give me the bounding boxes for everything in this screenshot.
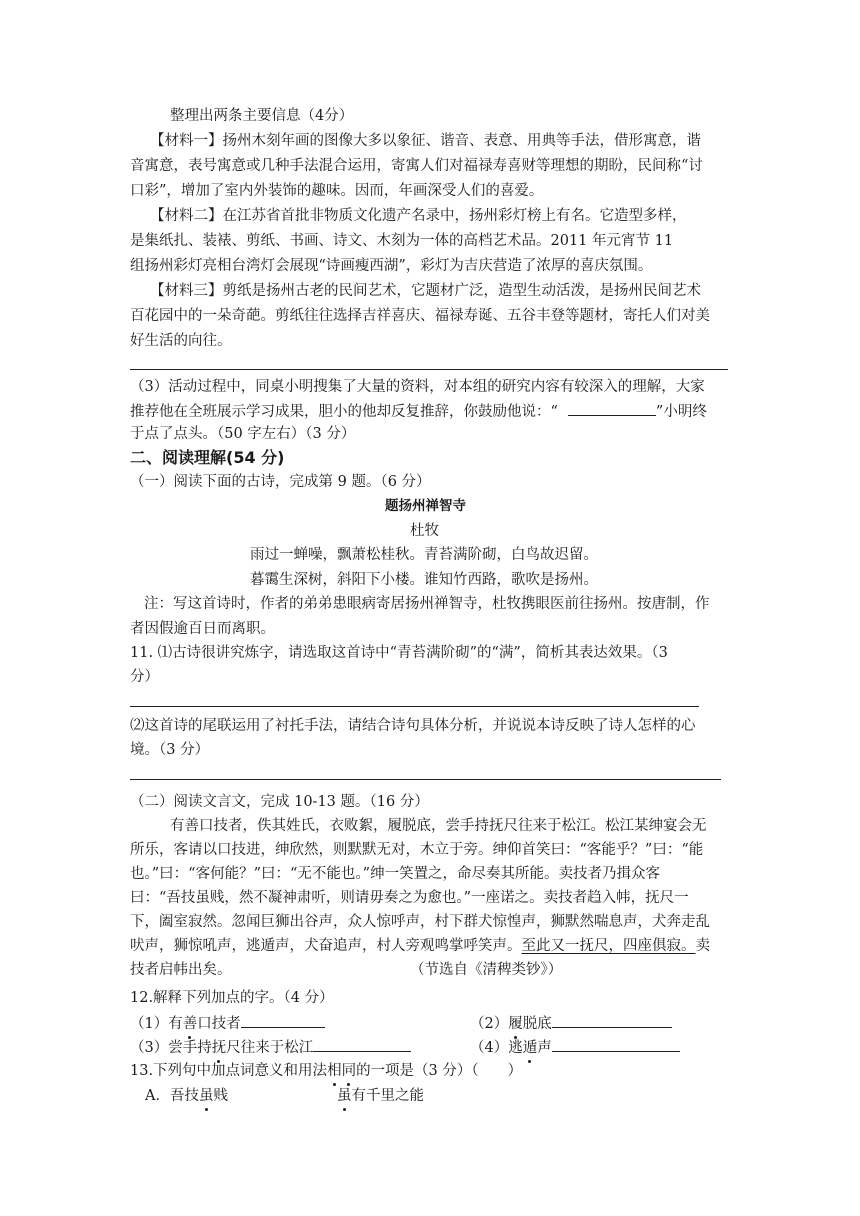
q12-item-2-blank[interactable]	[552, 1013, 672, 1028]
part-2-instruction: （二）阅读文言文，完成 10-13 题。（16 分）	[130, 794, 429, 810]
q12-item-4	[470, 1037, 680, 1058]
q12-item-1-prefix: （1）有	[130, 1016, 183, 1032]
q12-item-3-blank[interactable]	[313, 1037, 411, 1052]
answer-line-materials[interactable]	[130, 369, 728, 370]
poem-title: 题扬州禅智寺	[385, 498, 466, 514]
q11-part1-answer-line[interactable]	[130, 706, 699, 707]
q12-item-3	[130, 1037, 411, 1058]
passage-line-7: 技者启帏出矣。	[130, 962, 232, 978]
q13-stem-end: 的一项是（3 分）（ ）	[356, 1063, 523, 1079]
q3-line-3: 于点了点头。（50 字左右）（3 分）	[130, 426, 356, 442]
q12-item-1	[130, 1013, 325, 1034]
q13-option-a-pair	[337, 1086, 424, 1106]
q3-line-2	[130, 401, 707, 422]
q11-part1-line-2: 分）	[130, 669, 159, 685]
poem-note-line-2: 者因假逾百日而离职。	[130, 621, 275, 637]
q12-item-3-suffix: 尺往来于松江	[226, 1040, 314, 1056]
q12-item-1-blank[interactable]	[241, 1013, 325, 1028]
q12-item-4-suffix: 声	[537, 1040, 552, 1056]
passage-line-2: 所乐，客请以口技进，绅欣然，则默默无对，木立于旁。绅仰首笑曰：“客能乎？”曰：“能	[130, 842, 704, 858]
part-1-instruction: （一）阅读下面的古诗，完成第 9 题。（6 分）	[130, 474, 431, 490]
passage-line-1: 有善口技者，佚其姓氏，衣败絮，履脱底，尝手持抚尺往来于松江。松江某绅宴会无	[170, 818, 707, 834]
q12-item-2	[470, 1013, 672, 1034]
q3-line-1: （3）活动过程中，同桌小明搜集了大量的资料，对本组的研究内容有较深入的理解，大家	[130, 379, 705, 395]
q12-item-1-dotted-char: 善	[182, 1016, 198, 1032]
q3-line-2-text: 推荐他在全班展示学习成果，胆小的他却反复推辞，你鼓励他说：“	[130, 404, 558, 420]
poem-line-2: 暮霭生深树，斜阳下小楼。谁知竹西路，歌吹是扬州。	[250, 572, 598, 588]
passage-line-4: 曰：“吾技虽贱，然不凝神肃听，则请毋奏之为愈也。”一座诺之。卖技者趋入帏，抚尺一	[130, 890, 689, 906]
q3-line-2-end: ”小明终	[655, 404, 707, 420]
q13-option-a-label: A．吾技	[145, 1088, 199, 1104]
material-2-line-3: 组扬州彩灯亮相台湾灯会展现“诗画瘦西湖”，彩灯为吉庆营造了浓厚的喜庆氛围。	[130, 258, 653, 274]
q11-part1-line-1: 11. ⑴古诗很讲究炼字，请选取这首诗中“青苔满阶砌”的“满”，简析其表达效果。（3	[130, 645, 668, 661]
poem-note-line-1: 注：写这首诗时，作者的弟弟患眼病寄居扬州禅智寺，杜牧携眼医前往扬州。按唐制，作	[144, 596, 710, 612]
material-1-line-3: 口彩”，增加了室内外装饰的趣味。因而，年画深受人们的喜爱。	[130, 183, 544, 199]
q12-item-3-prefix: （3）尝手持	[130, 1040, 212, 1056]
passage-line-3: 也。”曰：“客何能？”曰：“无不能也。”绅一笑置之，命尽奏其所能。卖技者乃揖众客	[130, 866, 661, 882]
q11-part2-line-1: ⑵这首诗的尾联运用了衬托手法，请结合诗句具体分析，并说说本诗反映了诗人怎样的心	[130, 718, 696, 734]
q12-item-1-suffix: 口技者	[197, 1016, 241, 1032]
material-2-line-1: 【材料二】在江苏省首批非物质文化遗产名录中，扬州彩灯榜上有名。它造型多样，	[150, 208, 687, 224]
material-1-line-2: 音寓意，表号寓意或几种手法混合运用，寄寓人们对福禄寿喜财等理想的期盼，民间称“讨	[130, 158, 703, 174]
material-1-line-1: 【材料一】扬州木刻年画的图像大多以象征、谐音、表意、用典等手法，借形寓意，谐	[150, 133, 701, 149]
poem-author: 杜牧	[410, 523, 439, 539]
poem-line-1: 雨过一蝉噪，飘萧松桂秋。青苔满阶砌，白鸟故迟留。	[250, 547, 598, 563]
q13-option-a-suffix: 贱	[213, 1088, 228, 1104]
passage-underlined-sentence: 至此又一抚尺，四座俱寂。	[521, 938, 696, 954]
q11-part2-answer-line[interactable]	[130, 779, 721, 780]
passage-line-6-text: 吠声，狮惊吼声，逃遁声，犬奋追声，村人旁观鸣掌呼笑声。	[130, 938, 522, 954]
section-2-heading: 二、阅读理解(54 分)	[130, 448, 285, 467]
material-3-line-2: 百花园中的一朵奇葩。剪纸往往选择吉祥喜庆、福禄寿诞、五谷丰登等题材，寄托人们对美	[130, 308, 710, 324]
q13-stem-dotted-2: 同	[341, 1063, 357, 1079]
q12-item-2-suffix: 脱底	[522, 1016, 552, 1032]
q13-option-a	[145, 1086, 228, 1106]
q12-item-4-dotted-char: 遁	[522, 1040, 538, 1056]
passage-line-6	[130, 936, 710, 956]
q13-option-a-pair-text: 有千里之能	[351, 1088, 424, 1104]
intro-instruction: 整理出两条主要信息（4分）	[170, 108, 354, 124]
q12-item-3-dotted-char: 抚	[211, 1040, 227, 1056]
q13-option-a-dotted-char: 虽	[198, 1088, 214, 1104]
q12-item-2-dotted-char: 履	[508, 1016, 523, 1032]
q13-stem-dotted-1: 相	[327, 1063, 342, 1079]
q13-stem-text: 13.下列句中加点词意义和用法	[130, 1063, 328, 1079]
q13-stem	[130, 1061, 522, 1081]
material-2-line-2: 是集纸扎、装裱、剪纸、书画、诗文、木刻为一体的高档艺术品。2011 年元宵节 11	[130, 233, 674, 249]
passage-line-6-end: 卖	[695, 938, 710, 954]
q12-item-4-blank[interactable]	[552, 1037, 680, 1052]
q12-stem: 12.解释下列加点的字。（4 分）	[130, 990, 334, 1006]
q12-item-2-prefix: （2）	[470, 1016, 509, 1032]
q3-answer-blank[interactable]	[568, 401, 656, 416]
passage-source: （节选自《清稗类钞》）	[410, 962, 563, 978]
q12-item-4-prefix: （4）逃	[470, 1040, 523, 1056]
q13-option-a-pair-dotted-char: 虽	[337, 1088, 352, 1104]
passage-line-5: 下，阖室寂然。忽闻巨狮出谷声，众人惊呼声，村下群犬惊惶声，狮默然喘息声，犬奔走乱	[130, 914, 710, 930]
material-3-line-1: 【材料三】剪纸是扬州古老的民间艺术，它题材广泛，造型生动活泼，是扬州民间艺术	[150, 283, 701, 299]
material-3-line-3: 好生活的向往。	[130, 333, 232, 349]
q11-part2-line-2: 境。（3 分）	[130, 742, 210, 758]
